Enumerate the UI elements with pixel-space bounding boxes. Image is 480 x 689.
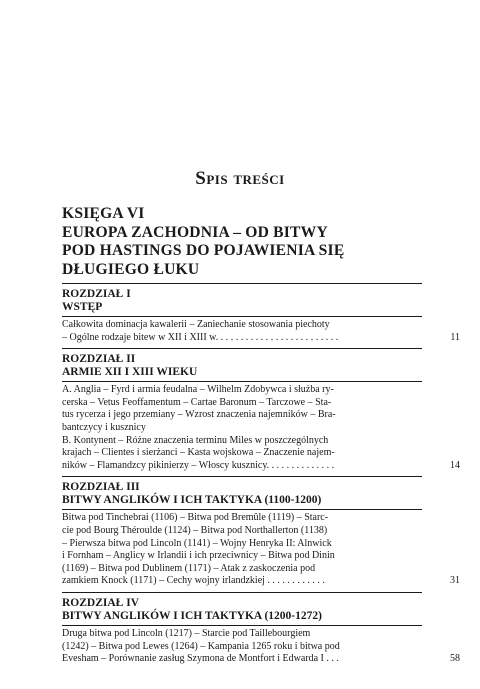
summary-line: krajach – Clientes i sierżanci – Kasta wojskowa – Znaczenie najem- [62, 447, 335, 459]
chapter-entry [62, 596, 460, 670]
chapter-label: ROZDZIAŁ I [62, 288, 131, 300]
summary-line: Całkowita dominacja kawalerii – Zaniechanie stosowania piechoty [62, 319, 330, 330]
summary-line: ników – Flamandzcy pikinierzy – Włoscy kusznicy. . . . . . . . . . . . . . [62, 459, 335, 471]
chapter-title: BITWY ANGLIKÓW I ICH TAKTYKA (1100-1200) [62, 494, 322, 507]
page-title: Spis treści [195, 168, 285, 189]
page-number: 31 [450, 575, 460, 587]
summary-line: B. Kontynent – Różne znaczenia terminu Miles w poszczególnych [62, 434, 329, 446]
chapter-summary [62, 510, 460, 592]
chapter-title: BITWY ANGLIKÓW I ICH TAKTYKA (1200-1272) [62, 609, 322, 622]
book-heading-line: DŁUGIEGO ŁUKU [62, 260, 200, 278]
chapter-summary [62, 317, 460, 348]
summary-line: bantczycy i kusznicy [62, 421, 146, 433]
summary-line: zamkiem Knock (1171) – Cechy wojny irlandzkiej . . . . . . . . . . . . [62, 575, 325, 587]
summary-line: Bitwa pod Tinchebrai (1106) – Bitwa pod Bremûle (1119) – Starc- [62, 512, 329, 524]
book-heading-line: EUROPA ZACHODNIA – OD BITWY [62, 223, 328, 241]
book-heading-line: POD HASTINGS DO POJAWIENIA SIĘ [62, 242, 345, 259]
book-heading-line: KSIĘGA VI [62, 205, 145, 222]
chapter-entry [62, 353, 460, 476]
chapter-title: WSTĘP [62, 301, 103, 313]
summary-line: i Fornham – Anglicy w Irlandii i ich przeciwnicy – Bitwa pod Dinin [62, 550, 335, 562]
chapter-label: ROZDZIAŁ IV [62, 596, 140, 609]
summary-line: (1169) – Bitwa pod Dublinem (1171) – Atak z zaskoczenia pod [62, 562, 316, 574]
chapter-summary [62, 626, 460, 670]
page-number: 11 [450, 331, 460, 343]
summary-line: cie pod Bourg Théroulde (1124) – Bitwa pod Northallerton (1138) [62, 524, 328, 536]
chapter-summary [62, 382, 460, 476]
page-number: 58 [450, 653, 460, 665]
divider [62, 348, 422, 349]
book-heading [62, 205, 422, 279]
summary-line: A. Anglia – Fyrd i armia feudalna – Wilhelm Zdobywca i służba ry- [62, 384, 334, 396]
summary-line: – Ogólne rodzaje bitew w XII i XIII w. . . . . . . . . . . . . . . . . . . . . . . . . [62, 331, 339, 343]
chapter-title: ARMIE XII I XIII WIEKU [62, 366, 198, 379]
divider [62, 476, 422, 477]
toc [62, 205, 460, 670]
summary-line: – Pierwsza bitwa pod Lincoln (1141) – Wojny Henryka II: Alnwick [62, 537, 332, 549]
summary-line: (1242) – Bitwa pod Lewes (1264) – Kampania 1265 roku i bitwa pod [62, 640, 340, 652]
summary-line: Druga bitwa pod Lincoln (1217) – Starcie pod Taillebourgiem [62, 627, 311, 639]
summary-line: Evesham – Porównanie zasług Szymona de Montfort i Edwarda I . . . [62, 653, 339, 665]
divider [62, 283, 422, 284]
summary-line: tus rycerza i jego przemiany – Wzrost znaczenia najemników – Bra- [62, 409, 336, 421]
summary-line: cerska – Vetus Feoffamentum – Cartae Baronum – Tarczowe – Sta- [62, 396, 332, 408]
page-number: 14 [450, 459, 460, 471]
chapter-label: ROZDZIAŁ III [62, 481, 140, 494]
chapter-entry [62, 288, 460, 348]
divider [62, 592, 422, 593]
chapter-label: ROZDZIAŁ II [62, 353, 136, 366]
chapter-entry [62, 481, 460, 592]
